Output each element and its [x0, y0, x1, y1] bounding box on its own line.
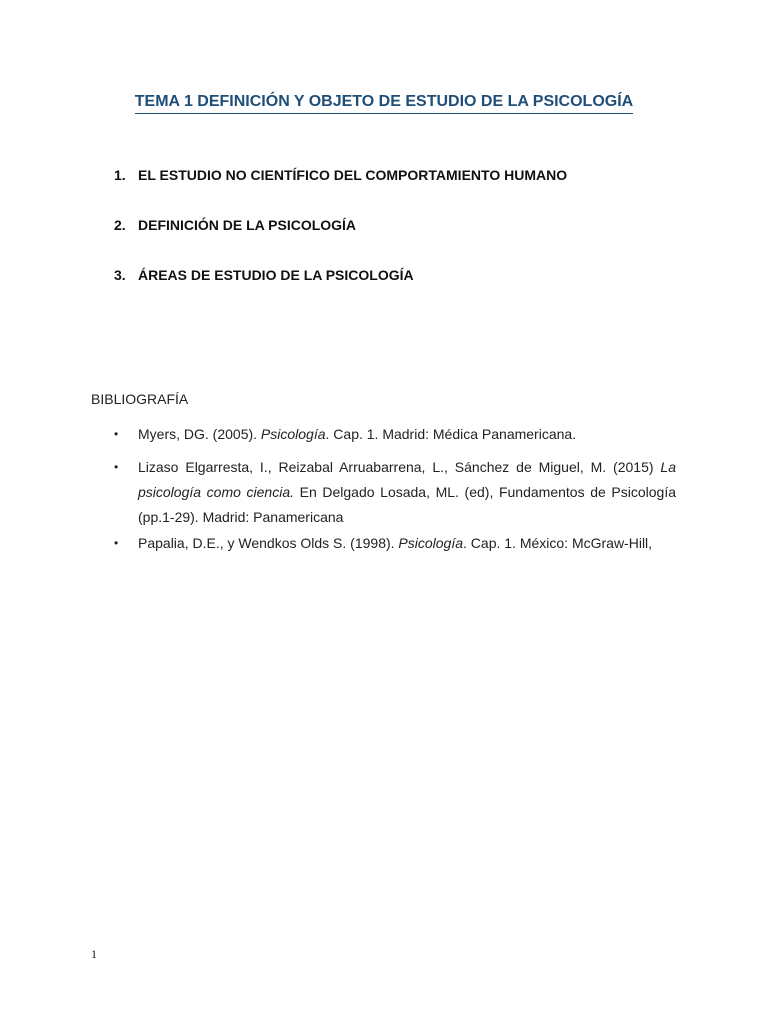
bibliography-entry: [114, 422, 676, 447]
topic-item: [114, 215, 567, 265]
entry-title: La psicología como ciencia.: [138, 459, 676, 500]
topic-number: 1.: [114, 167, 126, 183]
topic-label: DEFINICIÓN DE LA PSICOLOGÍA: [138, 217, 357, 233]
entry-title: Psicología: [260, 426, 326, 442]
page-number: 1: [91, 947, 97, 961]
topic-number: 2.: [114, 217, 126, 233]
topic-label: ÁREAS DE ESTUDIO DE LA PSICOLOGÍA: [138, 267, 414, 283]
document-title: [0, 92, 768, 114]
bibliography-entry: [114, 531, 676, 556]
topic-number: 3.: [114, 267, 126, 283]
entry-title: Psicología: [398, 535, 464, 551]
bibliography-list: [114, 422, 676, 556]
entry-text: Myers, DG. (2005).: [138, 426, 261, 442]
topic-item: [114, 265, 567, 315]
entry-text: Lizaso Elgarresta, I., Reizabal Arruabarrena, L., Sánchez de Miguel, M. (2015): [138, 459, 661, 475]
bullet-icon: •: [114, 460, 119, 474]
entry-text: . Cap. 1. México: McGraw-Hill,: [463, 535, 653, 551]
topic-label: EL ESTUDIO NO CIENTÍFICO DEL COMPORTAMIENTO HUMANO: [138, 167, 568, 183]
topics-list: [114, 165, 567, 315]
bullet-icon: •: [114, 427, 119, 441]
bibliography-entry: [114, 455, 676, 530]
document-title-text: TEMA 1 DEFINICIÓN Y OBJETO DE ESTUDIO DE LA PSICOLOGÍA: [135, 92, 633, 114]
topic-item: [114, 165, 567, 215]
entry-text: En Delgado Losada, ML. (ed), Fundamentos de Psicología (pp.1-29). Madrid: Panamericana: [138, 484, 676, 525]
bibliography-heading: BIBLIOGRAFÍA: [91, 391, 189, 407]
entry-text: Papalia, D.E., y Wendkos Olds S. (1998).: [138, 535, 399, 551]
entry-text: . Cap. 1. Madrid: Médica Panamericana.: [325, 426, 577, 442]
bullet-icon: •: [114, 536, 119, 550]
